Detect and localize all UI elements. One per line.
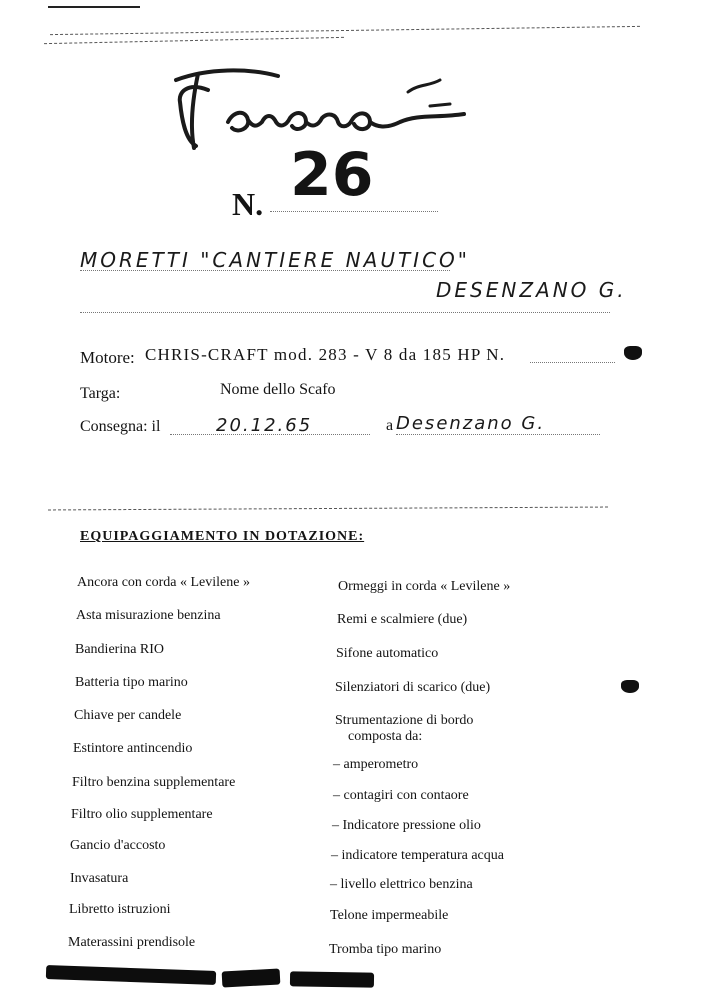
motore-value: CHRIS-CRAFT mod. 283 - V 8 da 185 HP N. (145, 345, 506, 364)
parana-logo-drawing (168, 62, 478, 152)
equipment-item-right: Strumentazione di bordo (335, 713, 474, 728)
redaction-bar (290, 971, 374, 987)
nome-scafo-label: Nome dello Scafo (220, 381, 336, 398)
equipment-item-left: Invasatura (70, 871, 129, 886)
equipment-item-left: Materassini prendisole (68, 935, 196, 950)
equipment-item-left: Estintore antincendio (73, 741, 193, 756)
ink-blot-icon (624, 346, 642, 360)
equipment-item-left: Chiave per candele (74, 708, 182, 723)
equipment-item-left: Gancio d'accosto (70, 838, 166, 853)
redaction-bar (222, 968, 281, 987)
consegna-label: Consegna: il (80, 418, 161, 435)
equipment-item-left: Filtro benzina supplementare (72, 775, 236, 790)
equipment-item-left: Libretto istruzioni (69, 902, 171, 917)
equipment-item-left: Asta misurazione benzina (76, 608, 221, 623)
equipment-item-right: – livello elettrico benzina (330, 877, 473, 892)
top-dashed-line-2 (44, 37, 344, 44)
equipment-item-right: composta da: (348, 729, 423, 744)
place-dotted-line (396, 434, 600, 435)
equipment-title: EQUIPAGGIAMENTO IN DOTAZIONE: (80, 529, 365, 544)
number-dotted-line (270, 211, 438, 212)
top-rule (48, 6, 140, 8)
motore-label: Motore: (80, 348, 135, 367)
equipment-item-right: Sifone automatico (336, 646, 439, 661)
equipment-item-right: Remi e scalmiere (due) (337, 612, 468, 627)
builder-dotted-line (80, 270, 450, 271)
consegna-date: 20.12.65 (216, 415, 313, 436)
equipment-item-right: – contagiri con contaore (333, 788, 469, 803)
parana-logo (168, 62, 478, 152)
equipment-item-right: – indicatore temperatura acqua (331, 848, 504, 863)
builder-location: DESENZANO G. (436, 278, 627, 302)
equipment-item-right: Ormeggi in corda « Levilene » (338, 579, 511, 594)
equipment-item-left: Batteria tipo marino (75, 675, 188, 690)
location-dotted-line (80, 312, 610, 313)
consegna-a: a (386, 417, 394, 434)
equipment-item-right: Tromba tipo marino (329, 942, 442, 957)
ink-blot-icon (621, 680, 639, 693)
equipment-item-right: Telone impermeabile (330, 908, 449, 923)
equipment-item-right: – amperometro (333, 757, 419, 772)
equipment-item-right: Silenziatori di scarico (due) (335, 680, 491, 695)
redaction-bar (46, 965, 216, 985)
targa-label: Targa: (80, 385, 121, 402)
section-dashed-line (48, 507, 608, 511)
equipment-item-left: Bandierina RIO (75, 642, 165, 657)
top-dashed-line (50, 26, 640, 35)
equipment-item-left: Ancora con corda « Levilene » (77, 575, 250, 590)
consegna-place: Desenzano G. (396, 413, 546, 434)
document-number: 26 (290, 140, 374, 210)
consegna-dotted-line (170, 434, 370, 435)
number-prefix: N. (232, 186, 264, 222)
builder-name: MORETTI "CANTIERE NAUTICO" (80, 248, 470, 272)
equipment-item-left: Filtro olio supplementare (71, 807, 213, 822)
equipment-item-right: – Indicatore pressione olio (332, 818, 481, 833)
motore-dotted-line (530, 362, 615, 363)
